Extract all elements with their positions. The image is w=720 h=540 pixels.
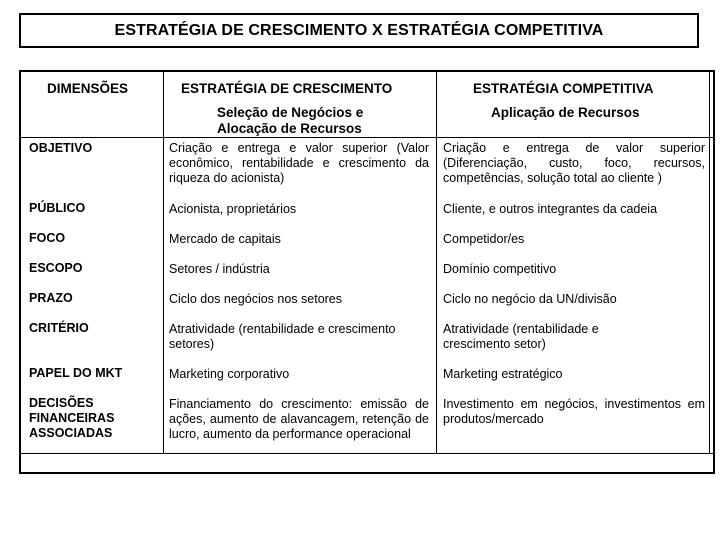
cell-competitiva-criterio: Atratividade (rentabilidade e crescimento setor) [443,322,599,351]
column-divider [709,72,710,454]
cell-crescimento-decisoes-financeiras: Financiamento do crescimento: emissão de ações, aumento de alavancagem, retenção de lucro, aumento da performance operacional [169,397,429,441]
column-divider [163,72,164,454]
header-divider [21,137,713,138]
header-estrategia-competitiva: ESTRATÉGIA COMPETITIVA [473,81,654,96]
row-label-papel-do-mkt: PAPEL DO MKT [29,366,123,380]
cell-crescimento-criterio: Atratividade (rentabilidade e crescimento setores) [169,322,396,351]
row-label-criterio: CRITÉRIO [29,321,89,335]
cell-competitiva-decisoes-financeiras: Investimento em negócios, investimentos em produtos/mercado [443,397,705,426]
cell-crescimento-foco: Mercado de capitais [169,232,281,246]
row-label-foco: FOCO [29,231,66,245]
header-estrategia-crescimento: ESTRATÉGIA DE CRESCIMENTO [181,81,393,96]
cell-crescimento-prazo: Ciclo dos negócios nos setores [169,292,343,306]
header-crescimento-subtitle: Seleção de Negócios e Alocação de Recursos [217,105,364,136]
cell-crescimento-objetivo: Criação e entrega e valor superior (Valor econômico, rentabilidade e crescimento da riqueza do acionista) [169,141,429,185]
cell-competitiva-papel-do-mkt: Marketing estratégico [443,367,563,381]
header-dimensoes: DIMENSÕES [47,81,129,96]
cell-competitiva-publico: Cliente, e outros integrantes da cadeia [443,202,658,216]
page-title: ESTRATÉGIA DE CRESCIMENTO X ESTRATÉGIA COMPETITIVA [114,21,604,39]
cell-competitiva-prazo: Ciclo no negócio da UN/divisão [443,292,617,306]
row-label-escopo: ESCOPO [29,261,83,275]
row-label-decisoes-financeiras: DECISÕES FINANCEIRAS ASSOCIADAS [29,396,115,440]
cell-crescimento-escopo: Setores / indústria [169,262,270,276]
title-box [19,13,699,48]
table-bottom-line [21,453,713,454]
header-competitiva-subtitle: Aplicação de Recursos [491,105,640,120]
cell-competitiva-foco: Competidor/es [443,232,525,246]
cell-crescimento-papel-do-mkt: Marketing corporativo [169,367,290,381]
cell-competitiva-objetivo: Criação e entrega de valor superior (Diferenciação, custo, foco, recursos, competências, solução total ao cliente ) [443,141,705,185]
row-label-objetivo: OBJETIVO [29,141,93,155]
cell-crescimento-publico: Acionista, proprietários [169,202,297,216]
cell-competitiva-escopo: Domínio competitivo [443,262,557,276]
row-label-publico: PÚBLICO [29,201,86,215]
column-divider [436,72,437,454]
row-label-prazo: PRAZO [29,291,73,305]
comparison-table [19,70,715,474]
